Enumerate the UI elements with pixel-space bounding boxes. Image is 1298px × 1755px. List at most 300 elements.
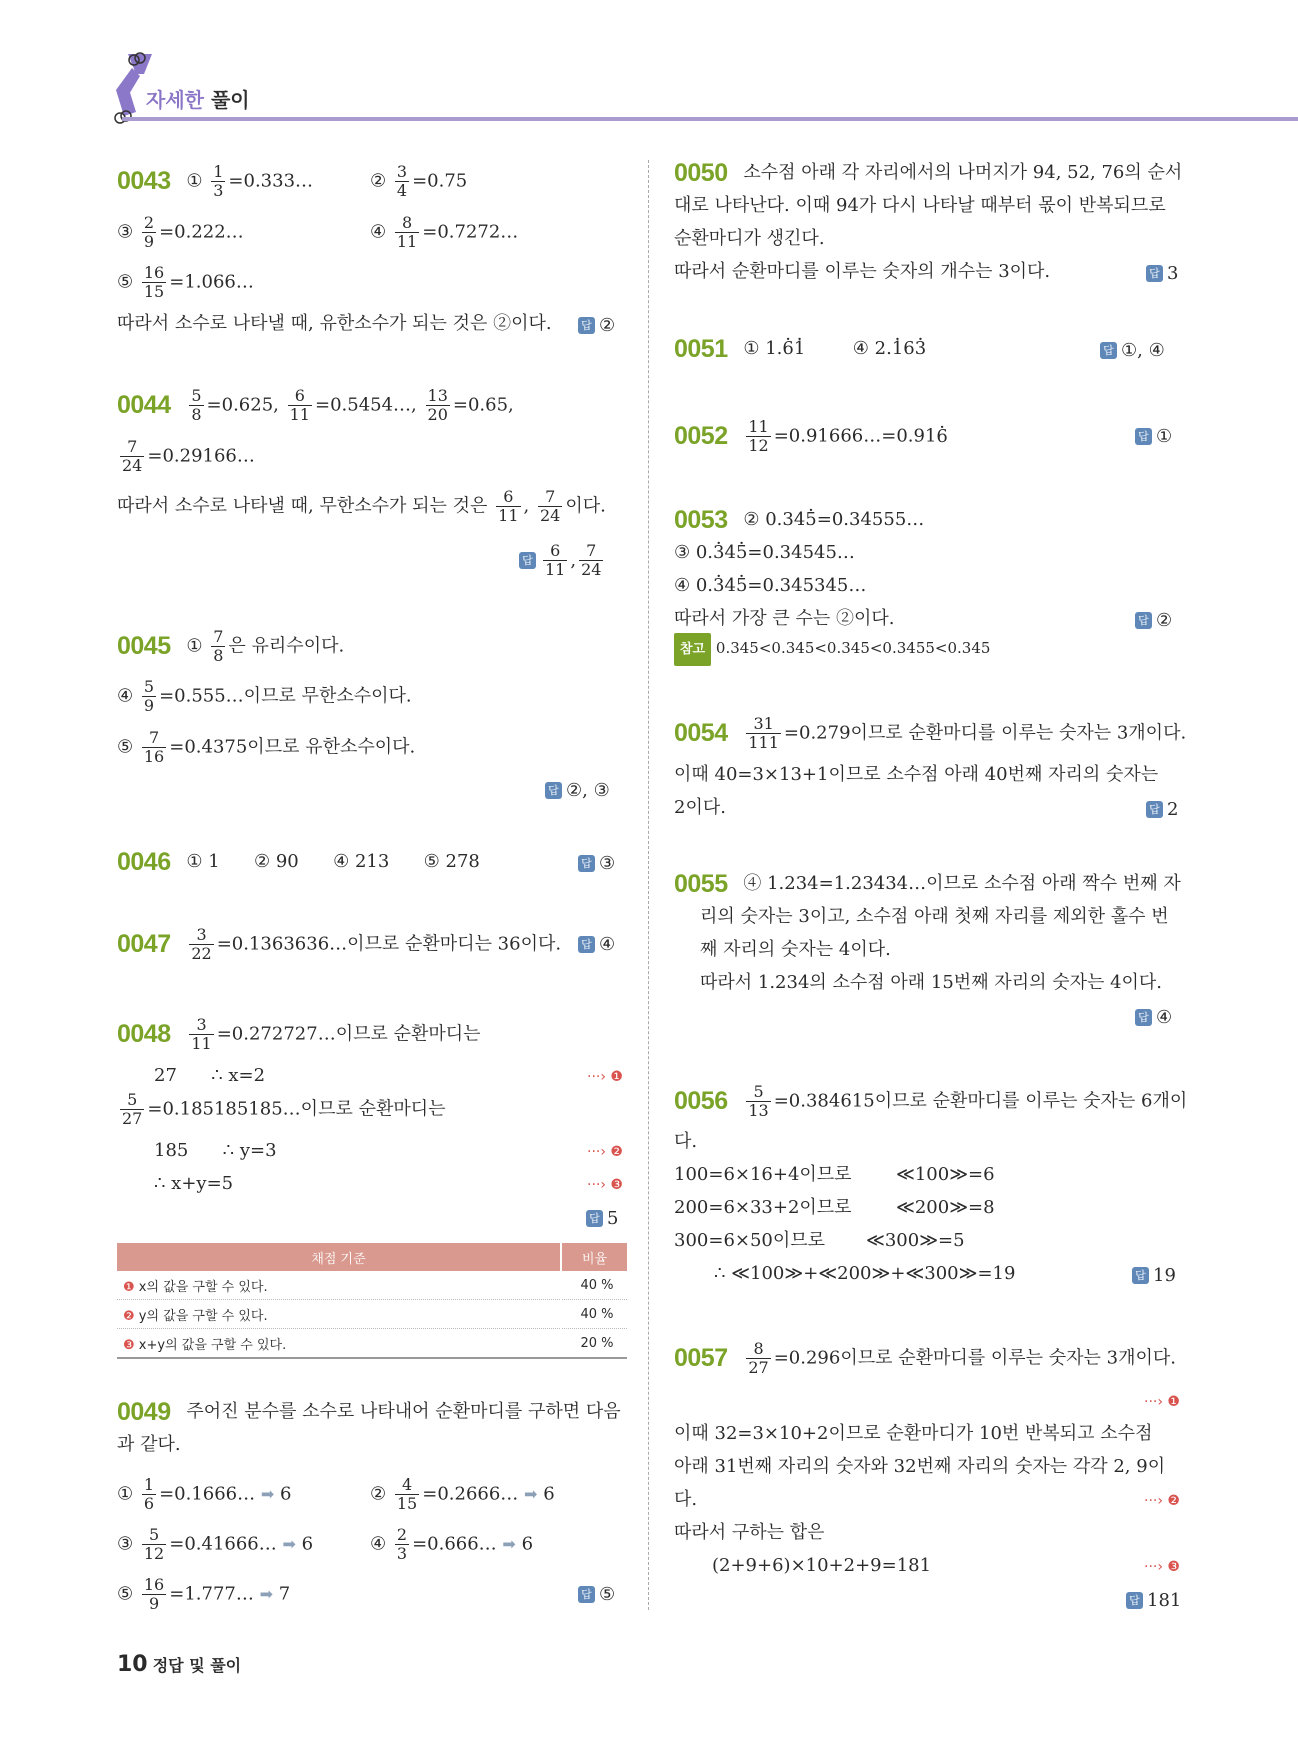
value: =0.7272… bbox=[422, 221, 519, 243]
problem-0048-line2 bbox=[154, 1059, 265, 1092]
problem-0052 bbox=[674, 418, 948, 455]
conclusion-end: 이다. bbox=[565, 495, 606, 517]
repeat-digit: 3 · bbox=[915, 338, 926, 359]
answer-0048 bbox=[586, 1200, 618, 1235]
value: =0.625, bbox=[206, 394, 279, 416]
denominator: 22 bbox=[191, 944, 212, 963]
statement: 100=6×16+4이므로 bbox=[674, 1164, 852, 1185]
problem-number: 0043 bbox=[117, 167, 171, 195]
result: 6 bbox=[280, 1483, 292, 1505]
problem-0049-choice2 bbox=[370, 1476, 555, 1513]
denominator: 9 bbox=[143, 696, 155, 715]
choice-marker: ① bbox=[186, 170, 203, 192]
answer-value: ④ bbox=[599, 934, 616, 955]
statement: 순환마디가 생긴다. bbox=[674, 228, 825, 249]
value: ④ 2. bbox=[852, 338, 892, 359]
grading-table bbox=[117, 1243, 627, 1359]
answer-badge-icon: 답 bbox=[586, 1210, 603, 1227]
denominator: 11 bbox=[545, 560, 566, 579]
fraction bbox=[189, 387, 203, 424]
fraction bbox=[211, 628, 225, 665]
answer-badge-icon: 답 bbox=[1146, 265, 1163, 282]
statement: 2이다. bbox=[674, 797, 726, 818]
answer-badge-icon: 답 bbox=[1132, 1267, 1149, 1284]
conclusion-text: 따라서 소수로 나타낼 때, 유한소수가 되는 것은 ②이다. bbox=[117, 313, 552, 334]
value: ② 0.34 bbox=[743, 509, 806, 530]
statement: =0.272727…이므로 순환마디는 bbox=[216, 1023, 481, 1045]
statement: 27 ∴ x=2 bbox=[154, 1065, 266, 1086]
denominator: 3 bbox=[396, 1544, 408, 1563]
statement: 대로 나타난다. 이때 94가 다시 나타날 때부터 몫이 반복되므로 bbox=[674, 195, 1166, 216]
fraction bbox=[142, 1576, 166, 1613]
repeat-digit: 1 · bbox=[794, 338, 805, 359]
problem-0046 bbox=[117, 845, 480, 879]
result: 6 bbox=[301, 1533, 314, 1555]
problem-0049-choice5 bbox=[117, 1576, 290, 1613]
statement: 과 같다. bbox=[117, 1434, 181, 1455]
separator: , bbox=[570, 550, 577, 571]
problem-0056-line2 bbox=[674, 1125, 697, 1158]
statement: =0.296이므로 순환마디를 이루는 숫자는 3개이다. bbox=[773, 1347, 1176, 1369]
numerator: 7 bbox=[127, 437, 138, 456]
numerator: 5 bbox=[148, 1525, 160, 1544]
answer-badge-icon: 답 bbox=[1126, 1592, 1143, 1609]
denominator: 12 bbox=[748, 436, 769, 455]
header-rule bbox=[122, 117, 1298, 121]
value: =0.333… bbox=[228, 170, 314, 192]
fraction bbox=[579, 542, 603, 579]
statement: =0.185185185…이므로 순환마디는 bbox=[147, 1098, 446, 1120]
answer-badge-icon: 답 bbox=[1135, 612, 1152, 629]
grading-header-criteria: 채점 기준 bbox=[117, 1243, 561, 1271]
value: =0.34545… bbox=[747, 542, 855, 563]
value: =0.222… bbox=[159, 221, 244, 243]
answer-badge-icon: 답 bbox=[578, 855, 595, 872]
digit: 4 bbox=[724, 575, 736, 596]
problem-0056-line4 bbox=[674, 1191, 852, 1224]
ratio: 40 % bbox=[561, 1271, 627, 1300]
numerator: 5 bbox=[191, 386, 202, 405]
answer-0056 bbox=[1132, 1257, 1176, 1292]
arrow-right-icon: ➡ bbox=[259, 1584, 273, 1604]
answer-0057 bbox=[1126, 1582, 1181, 1617]
conclusion-text: 따라서 소수로 나타낼 때, 무한소수가 되는 것은 bbox=[117, 495, 488, 517]
page-footer bbox=[117, 1652, 241, 1677]
value: ③ 0. bbox=[674, 542, 714, 563]
denominator: 24 bbox=[581, 560, 602, 579]
numerator: 16 bbox=[143, 263, 165, 282]
numerator: 3 bbox=[196, 925, 207, 944]
choice-marker: ④ bbox=[117, 685, 134, 707]
arrow-right-icon: ➡ bbox=[524, 1484, 538, 1504]
answer-value: 3 bbox=[1167, 263, 1179, 284]
value: =0.29166… bbox=[147, 445, 255, 467]
answer-value: 5 bbox=[607, 1208, 619, 1229]
numerator: 8 bbox=[753, 1339, 764, 1358]
choice-marker: ④ bbox=[370, 1533, 387, 1555]
problem-0045-line3 bbox=[117, 729, 415, 766]
numerator: 2 bbox=[396, 1525, 408, 1544]
numerator: 31 bbox=[753, 714, 774, 733]
statement: 다. bbox=[674, 1489, 698, 1510]
answer-0049 bbox=[578, 1576, 615, 1611]
problem-0043-choice3 bbox=[117, 214, 244, 251]
result: 7 bbox=[278, 1583, 291, 1605]
answer-value: ④ bbox=[1156, 1007, 1173, 1028]
problem-0049-choice1 bbox=[117, 1476, 291, 1513]
fraction bbox=[746, 418, 770, 455]
statement: 따라서 순환마디를 이루는 숫자의 개수는 3이다. bbox=[674, 261, 1051, 282]
problem-0045-line1 bbox=[117, 628, 344, 665]
problem-0053-line3 bbox=[674, 569, 866, 602]
answer-value: ① bbox=[1156, 426, 1173, 447]
answer-value: ①, ④ bbox=[1121, 340, 1165, 361]
numerator: 16 bbox=[143, 1575, 165, 1594]
denominator: 24 bbox=[122, 456, 143, 475]
fraction bbox=[189, 926, 213, 963]
digit: 6 bbox=[903, 338, 915, 359]
problem-0056-line6 bbox=[714, 1257, 1015, 1290]
criteria-text: x+y의 값을 구할 수 있다. bbox=[138, 1337, 287, 1353]
fraction bbox=[142, 1476, 156, 1513]
problem-0056-line5 bbox=[674, 1224, 825, 1257]
problem-0053-line1 bbox=[674, 503, 924, 537]
repeat-digit: 3 · bbox=[713, 542, 724, 563]
problem-0054-line1 bbox=[674, 715, 1186, 752]
answer-0051 bbox=[1100, 332, 1165, 367]
step-marker: ···› ❷ bbox=[587, 1144, 623, 1160]
result: 6 bbox=[521, 1533, 534, 1555]
choice-marker: ④ bbox=[370, 221, 387, 243]
repeat-digit: 6 · bbox=[936, 426, 947, 447]
problem-0057-line6 bbox=[712, 1549, 931, 1582]
denominator: 11 bbox=[289, 405, 310, 424]
numerator: 7 bbox=[213, 627, 224, 646]
answer-0052 bbox=[1135, 418, 1172, 453]
value: =1.777… bbox=[169, 1583, 254, 1605]
statement: ∴ x+y=5 bbox=[154, 1173, 234, 1194]
value: =0.75 bbox=[412, 170, 468, 192]
problem-0047 bbox=[117, 926, 561, 963]
denominator: 27 bbox=[122, 1109, 143, 1128]
problem-0043-choice5 bbox=[117, 264, 254, 301]
statement: 이때 40=3×13+1이므로 소수점 아래 40번째 자리의 숫자는 bbox=[674, 764, 1159, 785]
repeat-digit: 3 · bbox=[713, 575, 724, 596]
problem-0049-line2 bbox=[117, 1428, 181, 1461]
statement: 185 ∴ y=3 bbox=[154, 1140, 277, 1161]
step-marker: ···› ❸ bbox=[1144, 1559, 1180, 1575]
answer-badge-icon: 답 bbox=[545, 782, 562, 799]
step-marker-3 bbox=[587, 1167, 623, 1202]
step-marker: ···› ❸ bbox=[587, 1177, 623, 1193]
answer-badge-icon: 답 bbox=[1100, 342, 1117, 359]
answer-0045 bbox=[545, 772, 610, 807]
value: =0.41666… bbox=[169, 1533, 277, 1555]
value: =0.91666…=0.91 bbox=[773, 425, 937, 447]
answer-badge-icon: 답 bbox=[1135, 428, 1152, 445]
step-number: ❷ bbox=[123, 1308, 135, 1324]
denominator: 11 bbox=[191, 1034, 212, 1053]
step-number: ❶ bbox=[123, 1279, 135, 1295]
numerator: 7 bbox=[148, 728, 160, 747]
problem-number: 0045 bbox=[117, 632, 171, 660]
denominator: 4 bbox=[396, 181, 408, 200]
value: =0.345345… bbox=[747, 575, 867, 596]
problem-number: 0057 bbox=[674, 1344, 728, 1372]
problem-0055-line4 bbox=[700, 966, 1162, 999]
choice-marker: ① bbox=[186, 635, 203, 657]
statement: 은 유리수이다. bbox=[228, 635, 345, 657]
problem-0044-line2 bbox=[117, 438, 255, 475]
numerator: 5 bbox=[143, 677, 155, 696]
numerator: 3 bbox=[396, 162, 408, 181]
denominator: 20 bbox=[427, 405, 448, 424]
step-number: ❸ bbox=[123, 1337, 135, 1353]
numerator: 6 bbox=[503, 487, 514, 506]
problem-0049-line1 bbox=[117, 1395, 621, 1429]
answer-0044 bbox=[519, 542, 606, 579]
fraction bbox=[543, 542, 567, 579]
problem-number: 0054 bbox=[674, 719, 728, 747]
problem-number: 0056 bbox=[674, 1087, 728, 1115]
value: =0.666… bbox=[412, 1533, 497, 1555]
reference-badge: 참고 bbox=[674, 633, 711, 666]
statement: 다. bbox=[674, 1131, 698, 1152]
denominator: 3 bbox=[213, 181, 224, 200]
column-divider bbox=[648, 160, 649, 1610]
numerator: 7 bbox=[545, 487, 556, 506]
fraction bbox=[496, 488, 520, 525]
problem-number: 0047 bbox=[117, 930, 171, 958]
fraction bbox=[142, 729, 166, 766]
numerator: 4 bbox=[401, 1475, 413, 1494]
answer-0053 bbox=[1135, 602, 1172, 637]
statement: =0.555…이므로 무한소수이다. bbox=[159, 685, 412, 707]
fraction bbox=[142, 264, 166, 301]
problem-0050-line3 bbox=[674, 222, 825, 255]
arrow-right-icon: ➡ bbox=[282, 1534, 296, 1554]
denominator: 9 bbox=[142, 1594, 166, 1613]
answer-0046 bbox=[578, 845, 615, 880]
statement: 리의 숫자는 3이고, 소수점 아래 첫째 자리를 제외한 홀수 번 bbox=[700, 906, 1169, 927]
statement: 주어진 분수를 소수로 나타내어 순환마디를 구하면 다음 bbox=[186, 1401, 621, 1422]
problem-0057-line4 bbox=[674, 1483, 697, 1516]
problem-0053-conclusion bbox=[674, 602, 895, 635]
section-title-a: 자세한 bbox=[146, 88, 204, 112]
statement: 200=6×33+2이므로 bbox=[674, 1197, 852, 1218]
denominator: 11 bbox=[396, 232, 418, 251]
table-row bbox=[117, 1271, 627, 1300]
problem-number: 0055 bbox=[674, 869, 728, 898]
answer-0050 bbox=[1146, 255, 1178, 290]
numerator: 1 bbox=[143, 1475, 155, 1494]
problem-number: 0053 bbox=[674, 505, 728, 534]
answer-0055 bbox=[1135, 999, 1172, 1034]
problem-0056-line3 bbox=[674, 1158, 852, 1191]
value: =0.2666… bbox=[422, 1483, 519, 1505]
problem-number: 0046 bbox=[117, 847, 171, 876]
problem-0051 bbox=[674, 332, 926, 366]
answer-0043 bbox=[578, 307, 615, 342]
denominator: 9 bbox=[143, 232, 155, 251]
answer-0047 bbox=[578, 926, 615, 961]
ratio: 40 % bbox=[561, 1300, 627, 1329]
fraction bbox=[142, 678, 156, 715]
statement: 째 자리의 숫자는 4이다. bbox=[700, 939, 891, 960]
problem-0048-line4 bbox=[154, 1134, 277, 1167]
fraction bbox=[120, 1091, 144, 1128]
numerator: 5 bbox=[127, 1090, 138, 1109]
answer-value: ② bbox=[1156, 610, 1173, 631]
problem-0045-line2 bbox=[117, 678, 412, 715]
criteria-text: y의 값을 구할 수 있다. bbox=[138, 1308, 268, 1324]
problem-0050-line1 bbox=[674, 156, 1182, 190]
answer-value: 19 bbox=[1153, 1265, 1176, 1286]
criteria-text: x의 값을 구할 수 있다. bbox=[138, 1279, 268, 1295]
problem-number: 0052 bbox=[674, 422, 728, 450]
denominator: 16 bbox=[143, 747, 165, 766]
fraction bbox=[746, 715, 781, 752]
choice-marker: ⑤ bbox=[117, 736, 134, 758]
problem-0043-choice2 bbox=[370, 163, 467, 200]
answer-value: ③ bbox=[599, 853, 616, 874]
statement: =0.4375이므로 유한소수이다. bbox=[169, 736, 416, 758]
problem-0056-line1 bbox=[674, 1083, 1187, 1120]
answer-badge-icon: 답 bbox=[519, 552, 536, 569]
numerator: 1 bbox=[213, 162, 224, 181]
problem-0043-conclusion bbox=[117, 307, 552, 340]
problem-0056-line3-result bbox=[896, 1158, 995, 1191]
problem-0057-line2 bbox=[674, 1417, 1152, 1450]
choice-marker: ② bbox=[370, 170, 387, 192]
statement: =0.384615이므로 순환마디를 이루는 숫자는 6개이 bbox=[773, 1090, 1188, 1112]
problem-0043-choice4 bbox=[370, 214, 518, 251]
numerator: 13 bbox=[427, 386, 448, 405]
fraction bbox=[142, 1526, 166, 1563]
problem-0048-line3 bbox=[117, 1091, 446, 1128]
denominator: 24 bbox=[539, 506, 561, 525]
choice-marker: ③ bbox=[117, 1533, 134, 1555]
table-row bbox=[117, 1329, 627, 1359]
denominator: 13 bbox=[748, 1101, 769, 1120]
problem-0043-line1 bbox=[117, 163, 313, 200]
problem-0053-line2 bbox=[674, 536, 855, 569]
choice-marker: ⑤ bbox=[117, 271, 134, 293]
denominator: 8 bbox=[191, 405, 202, 424]
grading-header bbox=[117, 1243, 627, 1271]
answer-value: 181 bbox=[1147, 1590, 1182, 1611]
problem-0053-reference bbox=[674, 632, 990, 666]
denominator: 11 bbox=[498, 506, 519, 525]
step-marker-1 bbox=[1144, 1384, 1180, 1419]
arrow-right-icon: ➡ bbox=[502, 1534, 516, 1554]
problem-0055-line3 bbox=[700, 933, 891, 966]
digit: 4 bbox=[724, 542, 736, 563]
repeat-digit: 1 · bbox=[892, 338, 903, 359]
fraction bbox=[746, 1340, 770, 1377]
problem-0056-line5-result bbox=[866, 1224, 965, 1257]
denominator: 15 bbox=[396, 1494, 418, 1513]
choice-marker: ② bbox=[370, 1483, 387, 1505]
problem-0056-line4-result bbox=[896, 1191, 995, 1224]
ratio: 20 % bbox=[561, 1329, 627, 1359]
fraction bbox=[142, 214, 156, 251]
footer-label: 정답 및 풀이 bbox=[152, 1656, 242, 1675]
problem-0055-line2 bbox=[700, 900, 1169, 933]
problem-number: 0050 bbox=[674, 158, 728, 187]
step-marker-1 bbox=[587, 1059, 623, 1094]
arrow-right-icon: ➡ bbox=[260, 1484, 275, 1504]
fraction bbox=[189, 1016, 213, 1053]
step-marker-2 bbox=[1144, 1483, 1180, 1518]
fraction bbox=[395, 214, 419, 251]
denominator: 111 bbox=[748, 733, 779, 752]
denominator: 15 bbox=[143, 282, 165, 301]
problem-0044-conclusion bbox=[117, 488, 606, 525]
table-row bbox=[117, 1300, 627, 1329]
problem-0057-line1 bbox=[674, 1340, 1176, 1377]
problem-0049-choice4 bbox=[370, 1526, 533, 1563]
answer-0054 bbox=[1146, 791, 1178, 826]
problem-0057-line5 bbox=[674, 1516, 825, 1549]
answer-value: 2 bbox=[1167, 799, 1179, 820]
fraction bbox=[746, 1083, 770, 1120]
problem-0050-line4 bbox=[674, 255, 1050, 288]
problem-0054-line2 bbox=[674, 758, 1158, 791]
problem-0057-line3 bbox=[674, 1450, 1165, 1483]
answer-value: ②, ③ bbox=[566, 780, 610, 801]
statement: 아래 31번째 자리의 숫자와 32번째 자리의 숫자는 각각 2, 9이 bbox=[674, 1456, 1166, 1477]
answer-badge-icon: 답 bbox=[1146, 801, 1163, 818]
problem-0055-line1 bbox=[674, 867, 1181, 901]
statement: 이때 32=3×10+2이므로 순환마디가 10번 반복되고 소수점 bbox=[674, 1423, 1153, 1444]
fraction bbox=[395, 1476, 419, 1513]
value: ④ 0. bbox=[674, 575, 714, 596]
conclusion-text: 따라서 가장 큰 수는 ②이다. bbox=[674, 608, 895, 629]
repeat-digit: 5 · bbox=[805, 509, 816, 530]
problem-number: 0049 bbox=[117, 1397, 171, 1426]
statement: ④ 1.234=1.23434…이므로 소수점 아래 짝수 번째 자 bbox=[743, 873, 1181, 894]
answer-badge-icon: 답 bbox=[578, 936, 595, 953]
problem-0048-line5 bbox=[154, 1167, 233, 1200]
repeat-digit: 6 · bbox=[782, 338, 793, 359]
denominator: 8 bbox=[213, 646, 224, 665]
step-marker: ···› ❷ bbox=[1144, 1493, 1180, 1509]
repeat-digit: 5 · bbox=[736, 575, 747, 596]
statement: 따라서 1.234의 소수점 아래 15번째 자리의 숫자는 4이다. bbox=[700, 972, 1163, 993]
value: =1.066… bbox=[169, 271, 254, 293]
problem-number: 0051 bbox=[674, 334, 728, 363]
statement: (2+9+6)×10+2+9=181 bbox=[712, 1555, 932, 1576]
choice-marker: ① bbox=[117, 1483, 134, 1505]
statement: 따라서 구하는 합은 bbox=[674, 1522, 825, 1543]
statement: =0.279이므로 순환마디를 이루는 숫자는 3개이다. bbox=[783, 722, 1187, 744]
answer-value: ⑤ bbox=[599, 1584, 616, 1605]
answer-badge-icon: 답 bbox=[578, 1586, 595, 1603]
result: ≪300≫=5 bbox=[866, 1230, 965, 1251]
denominator: 12 bbox=[143, 1544, 165, 1563]
result: ≪100≫=6 bbox=[896, 1164, 995, 1185]
reference-text: 0.345<0.345<0.345<0.3455<0.345 bbox=[715, 639, 991, 657]
statement: =0.1363636…이므로 순환마디는 36이다. bbox=[216, 933, 562, 955]
fraction bbox=[395, 163, 409, 200]
numerator: 7 bbox=[586, 541, 597, 560]
step-marker: ···› ❶ bbox=[587, 1069, 623, 1085]
grading-header-ratio: 비율 bbox=[561, 1243, 627, 1271]
numerator: 8 bbox=[401, 213, 413, 232]
value: =0.1666… bbox=[159, 1483, 256, 1505]
fraction bbox=[211, 163, 225, 200]
